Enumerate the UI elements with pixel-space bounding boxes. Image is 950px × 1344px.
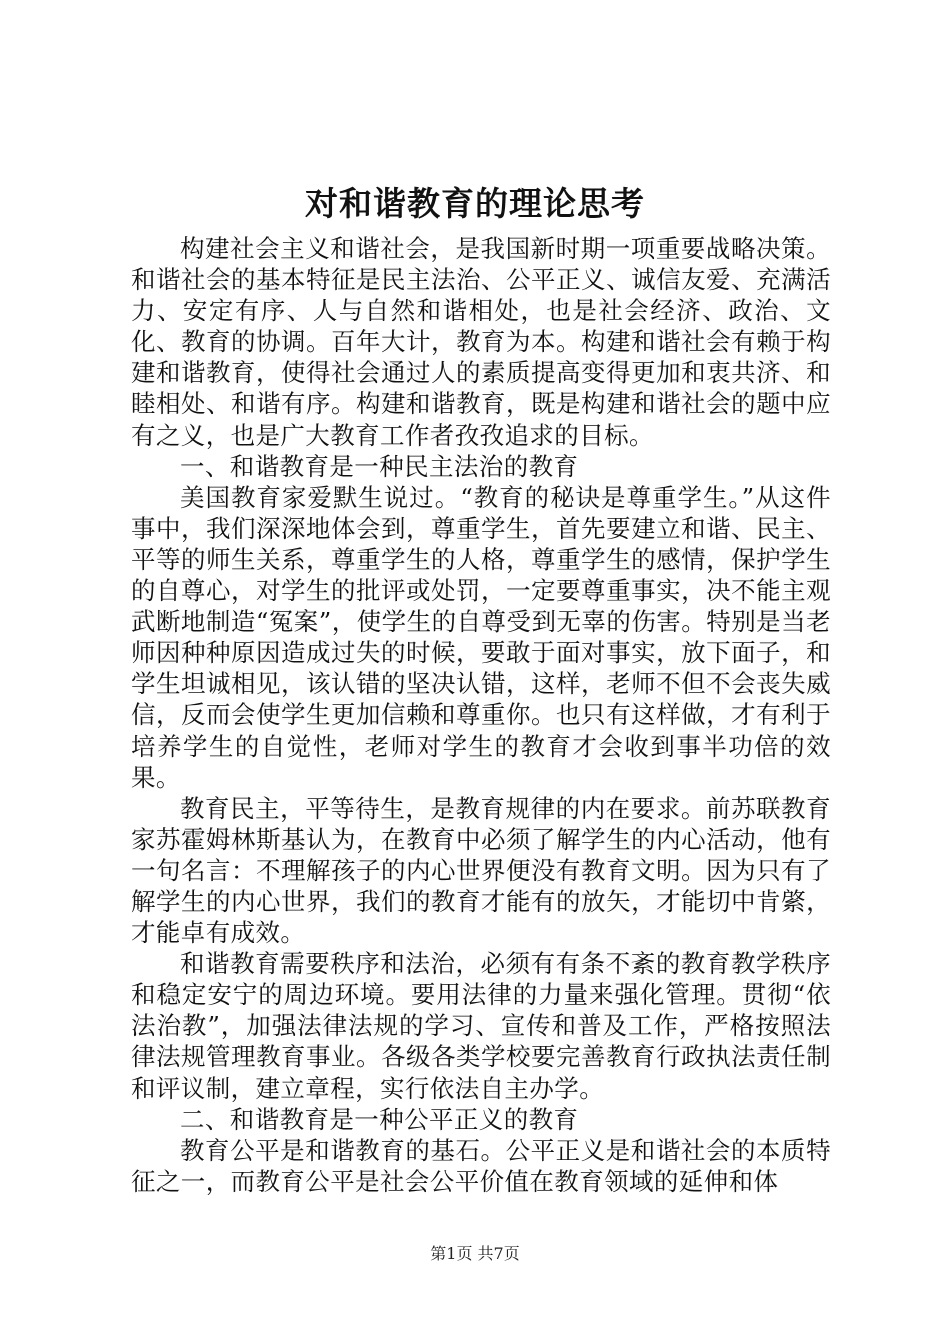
paragraph-order-and-law: 和谐教育需要秩序和法治，必须有有条不紊的教育教学秩序和稳定安宁的周边环境。要用法律的力量来强化管理。贯彻“依法治教”，加强法律法规的学习、宣传和普及工作，严格按照法律法规管理教育事业。各级各类学校要完善教育行政执法责任制和评议制，建立章程，实行依法自主办学。 bbox=[131, 949, 831, 1103]
paragraph-respect-students: 美国教育家爱默生说过。“教育的秘诀是尊重学生。”从这件事中，我们深深地体会到，尊重学生，首先要建立和谐、民主、平等的师生关系，尊重学生的人格，尊重学生的感情，保护学生的自尊心，对学生的批评或处罚，一定要尊重事实，决不能主观武断地制造“冤案”，使学生的自尊受到无辜的伤害。特别是当老师因种种原因造成过失的时候，要敢于面对事实，放下面子，和学生坦诚相见，该认错的坚决认错，这样，老师不但不会丧失威信，反而会使学生更加信赖和尊重你。也只有这样做，才有利于培养学生的自觉性，老师对学生的教育才会收到事半功倍的效果。 bbox=[131, 482, 831, 792]
section-heading-1: 一、和谐教育是一种民主法治的教育 bbox=[180, 451, 579, 481]
paragraph-education-democracy: 教育民主，平等待生，是教育规律的内在要求。前苏联教育家苏霍姆林斯基认为，在教育中必须了解学生的内心活动，他有一句名言：不理解孩子的内心世界便没有教育文明。因为只有了解学生的内心世界，我们的教育才能有的放矢，才能切中肯綮，才能卓有成效。 bbox=[131, 793, 831, 948]
page-number-footer: 第1页 共7页 bbox=[430, 1244, 520, 1263]
document-body bbox=[131, 233, 831, 1197]
paragraph-education-fairness: 教育公平是和谐教育的基石。公平正义是和谐社会的本质特征之一，而教育公平是社会公平价值在教育领域的延伸和体 bbox=[131, 1135, 831, 1196]
section-heading-2: 二、和谐教育是一种公平正义的教育 bbox=[180, 1104, 579, 1134]
paragraph-intro: 构建社会主义和谐社会，是我国新时期一项重要战略决策。和谐社会的基本特征是民主法治、公平正义、诚信友爱、充满活力、安定有序、人与自然和谐相处，也是社会经济、政治、文化、教育的协调。百年大计，教育为本。构建和谐社会有赖于构建和谐教育，使得社会通过人的素质提高变得更加和衷共济、和睦相处、和谐有序。构建和谐教育，既是构建和谐社会的题中应有之义，也是广大教育工作者孜孜追求的目标。 bbox=[131, 234, 831, 450]
document-title: 对和谐教育的理论思考 bbox=[305, 184, 645, 223]
